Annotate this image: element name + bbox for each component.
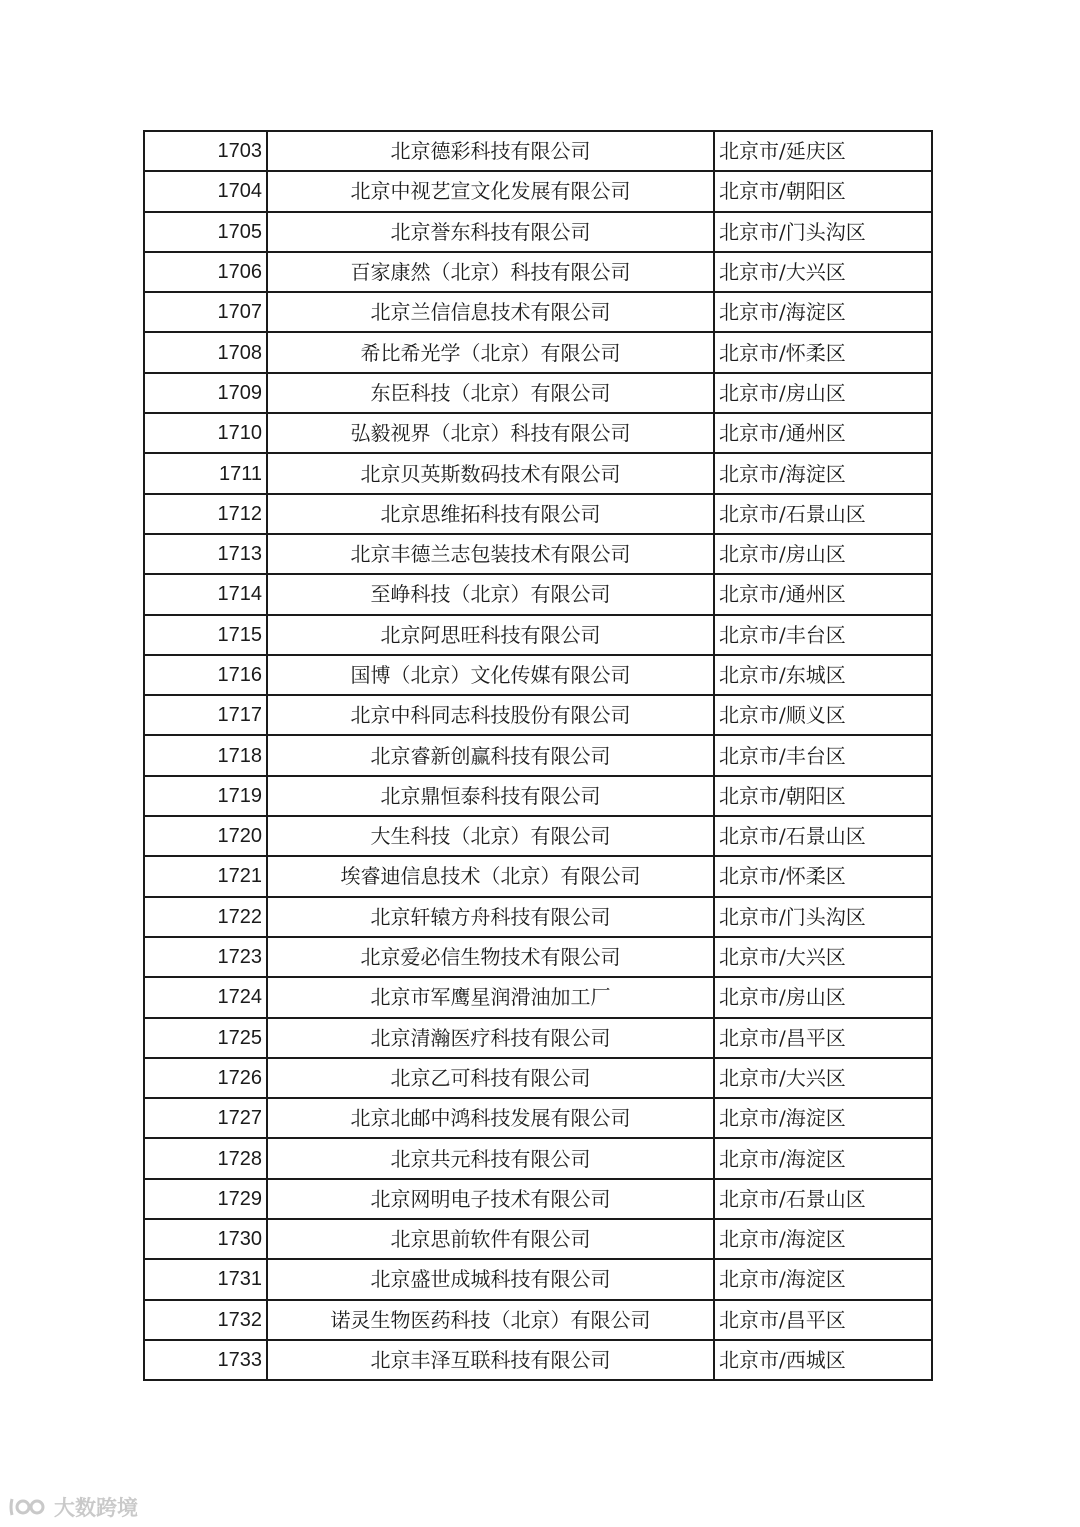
table-row (144, 695, 932, 735)
company-name: 希比希光学（北京）有限公司 (267, 332, 714, 372)
company-name: 北京网明电子技术有限公司 (267, 1179, 714, 1219)
row-number: 1708 (144, 332, 267, 372)
company-location: 北京市/房山区 (714, 977, 932, 1017)
company-name: 北京誉东科技有限公司 (267, 212, 714, 252)
company-location: 北京市/昌平区 (714, 1018, 932, 1058)
company-location: 北京市/门头沟区 (714, 897, 932, 937)
company-name: 北京兰信信息技术有限公司 (267, 292, 714, 332)
company-location: 北京市/通州区 (714, 574, 932, 614)
row-number: 1724 (144, 977, 267, 1017)
logo-icon (8, 1495, 48, 1519)
table-row (144, 856, 932, 896)
table-row (144, 574, 932, 614)
company-location: 北京市/门头沟区 (714, 212, 932, 252)
row-number: 1731 (144, 1259, 267, 1299)
company-location: 北京市/大兴区 (714, 252, 932, 292)
row-number: 1707 (144, 292, 267, 332)
company-name: 北京思前软件有限公司 (267, 1219, 714, 1259)
table-row (144, 1219, 932, 1259)
table-row (144, 1340, 932, 1380)
row-number: 1729 (144, 1179, 267, 1219)
table-row (144, 171, 932, 211)
company-location: 北京市/大兴区 (714, 937, 932, 977)
table-row (144, 1259, 932, 1299)
row-number: 1704 (144, 171, 267, 211)
company-name: 北京中视艺宣文化发展有限公司 (267, 171, 714, 211)
table-row (144, 1300, 932, 1340)
row-number: 1730 (144, 1219, 267, 1259)
company-name: 北京丰泽互联科技有限公司 (267, 1340, 714, 1380)
company-name: 弘毅视界（北京）科技有限公司 (267, 413, 714, 453)
company-name: 北京睿新创赢科技有限公司 (267, 735, 714, 775)
company-name: 北京思维拓科技有限公司 (267, 494, 714, 534)
row-number: 1721 (144, 856, 267, 896)
company-location: 北京市/石景山区 (714, 1179, 932, 1219)
row-number: 1725 (144, 1018, 267, 1058)
table-row (144, 937, 932, 977)
company-location: 北京市/怀柔区 (714, 856, 932, 896)
company-location: 北京市/通州区 (714, 413, 932, 453)
company-location: 北京市/海淀区 (714, 1098, 932, 1138)
company-location: 北京市/海淀区 (714, 1219, 932, 1259)
table-row (144, 292, 932, 332)
table-row (144, 252, 932, 292)
row-number: 1703 (144, 131, 267, 171)
table-row (144, 1098, 932, 1138)
company-name: 至峥科技（北京）有限公司 (267, 574, 714, 614)
table-row (144, 212, 932, 252)
row-number: 1711 (144, 453, 267, 493)
row-number: 1719 (144, 776, 267, 816)
table-row (144, 1018, 932, 1058)
row-number: 1720 (144, 816, 267, 856)
table-row (144, 897, 932, 937)
company-name: 北京贝英斯数码技术有限公司 (267, 453, 714, 493)
company-location: 北京市/海淀区 (714, 1259, 932, 1299)
company-location: 北京市/房山区 (714, 534, 932, 574)
company-location: 北京市/丰台区 (714, 615, 932, 655)
company-name: 北京阿思旺科技有限公司 (267, 615, 714, 655)
company-location: 北京市/朝阳区 (714, 171, 932, 211)
row-number: 1723 (144, 937, 267, 977)
company-name: 北京轩辕方舟科技有限公司 (267, 897, 714, 937)
table-row (144, 453, 932, 493)
company-name: 北京丰德兰志包装技术有限公司 (267, 534, 714, 574)
company-location: 北京市/海淀区 (714, 1138, 932, 1178)
table-row (144, 332, 932, 372)
company-location: 北京市/顺义区 (714, 695, 932, 735)
row-number: 1727 (144, 1098, 267, 1138)
company-name: 埃睿迪信息技术（北京）有限公司 (267, 856, 714, 896)
table-row (144, 494, 932, 534)
table-row (144, 373, 932, 413)
company-name: 北京德彩科技有限公司 (267, 131, 714, 171)
row-number: 1710 (144, 413, 267, 453)
row-number: 1706 (144, 252, 267, 292)
table-row (144, 977, 932, 1017)
table-row (144, 776, 932, 816)
company-name: 国博（北京）文化传媒有限公司 (267, 655, 714, 695)
table-row (144, 816, 932, 856)
row-number: 1714 (144, 574, 267, 614)
company-name: 北京共元科技有限公司 (267, 1138, 714, 1178)
row-number: 1705 (144, 212, 267, 252)
company-location: 北京市/房山区 (714, 373, 932, 413)
company-location: 北京市/西城区 (714, 1340, 932, 1380)
company-location: 北京市/大兴区 (714, 1058, 932, 1098)
row-number: 1733 (144, 1340, 267, 1380)
company-name: 百家康然（北京）科技有限公司 (267, 252, 714, 292)
table-body (144, 131, 932, 1380)
table-row (144, 655, 932, 695)
company-name: 北京北邮中鸿科技发展有限公司 (267, 1098, 714, 1138)
company-location: 北京市/东城区 (714, 655, 932, 695)
row-number: 1715 (144, 615, 267, 655)
table-row (144, 534, 932, 574)
table-row (144, 1138, 932, 1178)
company-location: 北京市/昌平区 (714, 1300, 932, 1340)
row-number: 1732 (144, 1300, 267, 1340)
company-name: 大生科技（北京）有限公司 (267, 816, 714, 856)
company-name: 北京市军鹰星润滑油加工厂 (267, 977, 714, 1017)
company-name: 北京中科同志科技股份有限公司 (267, 695, 714, 735)
row-number: 1716 (144, 655, 267, 695)
table-row (144, 1179, 932, 1219)
company-location: 北京市/海淀区 (714, 292, 932, 332)
row-number: 1712 (144, 494, 267, 534)
company-name: 北京乙可科技有限公司 (267, 1058, 714, 1098)
row-number: 1728 (144, 1138, 267, 1178)
company-location: 北京市/丰台区 (714, 735, 932, 775)
table-row (144, 735, 932, 775)
company-location: 北京市/延庆区 (714, 131, 932, 171)
company-name: 诺灵生物医药科技（北京）有限公司 (267, 1300, 714, 1340)
table-row (144, 413, 932, 453)
table-row (144, 1058, 932, 1098)
company-name: 东臣科技（北京）有限公司 (267, 373, 714, 413)
row-number: 1718 (144, 735, 267, 775)
company-name: 北京清瀚医疗科技有限公司 (267, 1018, 714, 1058)
company-location: 北京市/朝阳区 (714, 776, 932, 816)
row-number: 1722 (144, 897, 267, 937)
watermark-text: 大数跨境 (54, 1496, 138, 1520)
company-name: 北京鼎恒泰科技有限公司 (267, 776, 714, 816)
watermark (8, 1493, 138, 1521)
row-number: 1709 (144, 373, 267, 413)
row-number: 1717 (144, 695, 267, 735)
company-name: 北京爱必信生物技术有限公司 (267, 937, 714, 977)
company-name: 北京盛世成城科技有限公司 (267, 1259, 714, 1299)
company-location: 北京市/海淀区 (714, 453, 932, 493)
company-location: 北京市/石景山区 (714, 494, 932, 534)
company-table (143, 130, 933, 1381)
row-number: 1713 (144, 534, 267, 574)
company-location: 北京市/石景山区 (714, 816, 932, 856)
table-row (144, 131, 932, 171)
company-location: 北京市/怀柔区 (714, 332, 932, 372)
table-row (144, 615, 932, 655)
row-number: 1726 (144, 1058, 267, 1098)
